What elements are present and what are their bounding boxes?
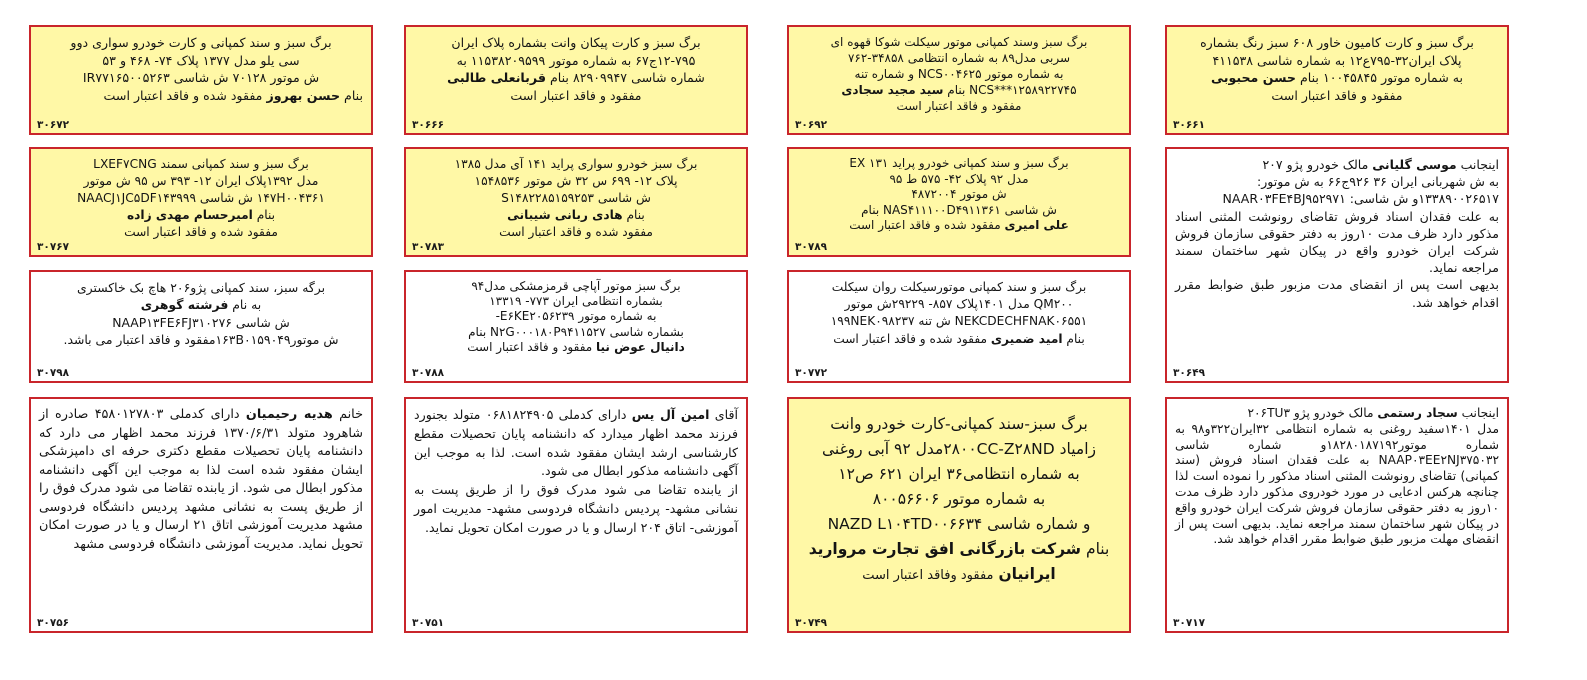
ad-card-pride-hadi-rabbani [404, 147, 748, 257]
ad-text: بنام [626, 208, 645, 222]
ad-line: سی یلو مدل ۱۳۷۷ پلاک ۷۴- ۴۶۸ و ۵۳ [102, 52, 300, 68]
ad-line: برگ سبز و سند کمپانی سمند LXEF۷CNG [93, 157, 309, 171]
ad-line: به شماره انتظامی۳۶ ایران ۶۲۱ ص۱۲ [838, 465, 1080, 483]
ad-status: مفقود و فاقد اعتبار است [1271, 87, 1403, 103]
ad-line: ش موتور۱۶۳B۰۱۵۹۰۴۹مفقود و فاقد اعتبار می باشد. [63, 332, 339, 348]
owner-name: شرکت بازرگانی افق تجارت مروارید [808, 540, 1082, 558]
ad-text: خانم [339, 407, 363, 422]
ad-code: ۳۰۶۴۹ [1173, 367, 1206, 379]
ad-card-diploma-hedieh-rahimian [29, 397, 373, 633]
ad-code: ۳۰۷۱۷ [1173, 617, 1206, 629]
owner-name: دانیال عوض نیا [596, 339, 685, 354]
ad-line: و شماره شاسی NAZD L۱۰۴TD۰۰۶۶۳۴ [827, 515, 1091, 533]
ad-line: پلاک ۱۲- ۶۹۹ س ۳۲ ش موتور ۱۵۴۸۵۳۶ [474, 174, 678, 188]
ad-paragraph: از یابنده تقاضا می شود مدرک فوق را از طریق پست به نشانی مشهد- پردیس دانشگاه فردوسی مشهد- مدیریت امور آموزشی- اتاق ۲۰۴ ارسال و یا در صورت امکان تحویل نماید. [414, 482, 738, 535]
ad-code: ۳۰۷۸۳ [412, 241, 445, 253]
ad-line: برگ سبز-سند کمپانی-کارت خودرو وانت [830, 415, 1088, 433]
ad-line: سربی مدل۸۹ به شماره انتظامی ۳۴۸۵۸-۷۶۲ [847, 51, 1071, 65]
ad-line: ش موتور ۴۸۷۲۰۰۴ [911, 187, 1007, 202]
ad-card-truck-hasan-mahboobi [1165, 25, 1509, 135]
ad-line: مدل ۹۲ پلاک ۴۲- ۵۷۵ ط ۹۵ [889, 171, 1029, 186]
ad-line: برگ سبز و کارت پیکان وانت بشماره پلاک ایران [451, 35, 701, 50]
owner-name: هادی ربانی شیبانی [507, 208, 623, 222]
ad-text: بنام [1085, 540, 1110, 558]
ad-line: برگ سبز خودرو سواری پراید ۱۴۱ آی مدل ۱۳۸۵ [454, 157, 698, 171]
ad-code: ۳۰۷۷۲ [795, 367, 828, 379]
ad-text: بنام [256, 208, 276, 222]
owner-name: امین آل یس [631, 407, 710, 422]
ad-code: ۳۰۶۶۶ [412, 119, 445, 131]
ad-paragraph: دارای کدملی ۴۵۸۰۱۲۷۸۰۳ صادره از شاهرود متولد ۱۳۷۰/۶/۳۱ فرزند محمد اظهار می دارد که دانشنامه پایان تحصیلات مقطع دکتری حرفه ای دامپزشکی ایشان مفقود شده است لذا به موجب این آگهی دانشنامه مذکور ابطال می شود. از یابنده تقاضا می شود مدرک فوق را از طریق پست به نشانی مشهد پردیس دانشگاه فردوسی مشهد مدیریت آموزشی اتاق ۲۱ ارسال و یا در صورت امکان تحویل نماید. مدیریت آموزشی دانشگاه فردوسی مشهد [39, 407, 364, 552]
owner-name: موسی گلیانی [1372, 157, 1457, 172]
owner-name: قربانعلی طالبی [447, 70, 546, 86]
ad-paragraph: دارای کدملی ۰۶۸۱۸۲۴۹۰۵ متولد بجنورد فرزند محمد اظهار میدارد که دانشنامه پایان تحصیلات مقطع کارشناسی ارشد ایشان مفقود شده است. لذا به موجب این آگهی دانشنامه مذکور ابطال می شود. [414, 407, 738, 479]
ad-card-peykan-ghorbanali-talebi [404, 25, 748, 135]
ad-text: اینجانب [1460, 157, 1499, 172]
ad-line: ۱۴۷H۰۰۴۳۶۱ ش شاسی NAACJ۱JC۵DF۱۴۳۹۹۹ [77, 191, 325, 205]
ad-line: بشماره انتظامی ایران ۷۷۳- ۱۳۳۱۹ [489, 294, 663, 309]
ad-text: به نام [232, 297, 262, 313]
ad-line: به شماره موتور ۸۰۰۵۶۶۰۶ [872, 490, 1046, 508]
ad-line: ۱۲-۷۹۵ج۶۷ به شماره موتور ۱۱۵۳۸۲۰۹۵۹۹ به [456, 52, 696, 68]
owner-name: سید مجید سجادی [841, 83, 944, 97]
ad-card-peugeot206-fereshteh-gohari [29, 270, 373, 383]
ad-line: ش شاسی S۱۴۸۲۲۸۵۱۵۹۲۵۳ [501, 191, 651, 205]
ad-status: مفقود و فاقد اعتبار است [896, 99, 1022, 113]
ad-status: مفقود و فاقد اعتبار است [510, 87, 642, 103]
ad-line: ش شاسی NAS۴۱۱۱۰۰D۴۹۱۱۳۶۱ بنام [861, 202, 1057, 217]
owner-name: هدیه رحیمیان [245, 407, 333, 422]
ad-code: ۳۰۶۷۲ [37, 119, 70, 131]
ad-text: اینجانب [1461, 406, 1499, 420]
ad-code: ۳۰۶۶۱ [1173, 119, 1206, 131]
ad-card-motorcycle-majid-sajadi [787, 25, 1131, 135]
owner-name: حسن محبوبی [1210, 70, 1296, 86]
ad-line: NEKCDECHFNAK۰۶۵۵۱ ش تنه ۱۹۹NEK۰۹۸۲۳۷ [830, 314, 1088, 329]
ad-line: برگ سبز و سند کمپانی خودرو پراید EX ۱۳۱ [849, 156, 1069, 170]
ad-card-peugeot206-sajad-rostami [1165, 397, 1509, 633]
ad-status: مفقود شده و فاقد اعتبار است [499, 225, 653, 239]
ad-code: ۳۰۷۵۶ [37, 617, 70, 629]
ad-line: به شماره موتور NCS۰۰۴۶۲۵ و شماره تنه [854, 67, 1064, 81]
ad-code: ۳۰۷۴۹ [795, 617, 828, 629]
ad-line: بشماره شاسی N۲G۰۰۰۱۸۰P۹۴۱۱۵۲۷ بنام [468, 324, 684, 339]
ad-code: ۳۰۷۸۹ [795, 241, 828, 253]
owner-name: سجاد رستمی [1377, 406, 1458, 420]
ad-line: مدل ۱۳۹۲پلاک ایران ۱۲- ۳۹۳ س ۹۵ ش موتور [83, 174, 319, 188]
ad-card-apache-danial-avaznia [404, 270, 748, 383]
ad-text: بنام [344, 87, 363, 103]
owner-name: امید ضمیری [990, 331, 1063, 346]
owner-name: امیرحسام مهدی زاده [126, 208, 253, 222]
ad-code: ۳۰۷۹۸ [37, 367, 70, 379]
ad-status: مفقود شده و فاقد اعتبار است [833, 331, 988, 346]
owner-name: حسن بهروز [266, 87, 341, 103]
ad-line: مالک خودرو پژو ۲۰۶TU۳ [1247, 406, 1374, 420]
ad-status: مفقود شده و فاقد اعتبار است [103, 87, 263, 103]
owner-name-cont: ایرانیان [998, 565, 1056, 583]
ad-paragraph: بدیهی است پس از انقضای مدت مزبور طبق ضوابط مقرر اقدام خواهد شد. [1175, 277, 1499, 310]
ad-text: آقای [714, 407, 739, 422]
ad-line: ۱۳۳۸۹۰۰۲۶۵۱۷و ش شاسی: NAAR۰۳FE۴BJ۹۵۲۹۷۱ [1222, 191, 1499, 207]
ad-text: بنام [1066, 331, 1085, 346]
ad-card-car-docs-hasan-behrooz [29, 25, 373, 135]
ad-status: مفقود و فاقد اعتبار است [467, 339, 593, 354]
ad-line: زامیاد ۲۸۰۰CC-Z۲۸NDمدل ۹۲ آبی روغنی [821, 440, 1097, 458]
ad-card-diploma-amin-alyas [404, 397, 748, 633]
ad-line: برگ سبز وسند کمپانی موتور سیکلت شوکا قهوه ای [830, 35, 1088, 49]
ad-card-motorcycle-omid-zamiri [787, 270, 1131, 383]
ad-code: ۳۰۷۵۱ [412, 617, 445, 629]
owner-name: علی امیری [1004, 218, 1069, 233]
ad-line: شماره شاسی ۸۲۹۰۹۹۴۷ بنام [549, 70, 705, 86]
ad-paragraph: مدل ۱۴۰۱سفید روغنی به شماره انتظامی ۳۲ایران۳۲۲و۹۸ به شماره موتور۱۸۲۸۰۱۸۷۱۹۲و شماره شاسی NAAP۰۳EE۲NJ۳۷۵۰۳۲ به علت فقدان اسناد فروش (سند کمپانی) تقاضای رونوشت المثنی اسناد مذکور را نموده است لذا چنانچه هرکس ادعایی در مورد خودروی مذکور دارد ظرف مدت ۱۰روز به دفتر حقوقی سازمان فروش شرکت ایران خودرو واقع در پیکان شهر ساختمان سمند مراجعه نماید. بدیهی است پس از انقضای مهلت مزبور طبق ضوابط مقرر اقدام خواهد شد. [1175, 421, 1500, 547]
ad-card-zamyad-company [787, 397, 1131, 633]
ad-line: مالک خودرو پژو ۲۰۷ [1262, 157, 1369, 172]
ad-line: QM۲۰۰ مدل ۱۴۰۱پلاک ۸۵۷- ۲۹۲۲۹ش موتور [844, 297, 1074, 312]
ad-code: ۳۰۷۸۸ [412, 367, 445, 379]
ad-code: ۳۰۶۹۲ [795, 119, 828, 131]
ad-card-samand-amirhesam-mahdizadeh [29, 147, 373, 257]
ad-line: به ش شهربانی ایران ۳۶ ۹۲۶ج۶۶ به ش موتور: [1257, 174, 1499, 190]
ad-line: برگ سبز و سند کمپانی و کارت خودرو سواری دوو [70, 35, 332, 50]
ad-status: مفقود شده و فاقد اعتبار است [849, 218, 1001, 233]
ad-card-pride-ali-amiri [787, 147, 1131, 257]
owner-name: فرشته گوهری [140, 297, 229, 313]
ad-line: برگ سبز و سند کمپانی موتورسیکلت روان سیکلت [831, 280, 1087, 294]
ad-code: ۳۰۷۶۷ [37, 241, 70, 253]
ad-line: به شماره موتور ۱۰۰۴۵۸۴۵ بنام [1299, 70, 1464, 86]
ad-paragraph: به علت فقدان اسناد فروش تقاضای رونوشت المثنی اسناد مذکور دارد ظرف مدت ۱۰روز به دفتر حقوقی سازمان فروش شرکت ایران خودرو واقع در پیکان شهر ساختمان سمند مراجعه نماید. [1175, 208, 1499, 276]
ad-status: مفقود شده و فاقد اعتبار است [124, 225, 278, 239]
ad-line: برگ سبز موتور آپاچی قرمزمشکی مدل۹۴ [471, 279, 681, 293]
ad-line: پلاک ایران۳۲-۷۹۵ع۱۲ به شماره شاسی ۴۱۱۵۳۸ [1212, 52, 1462, 68]
ad-line: ش شاسی NAAP۱۳FE۶FJ۳۱۰۲۷۶ [112, 314, 290, 330]
ad-line: NCS***۱۲۵۸۹۲۲۷۴۵ بنام [947, 83, 1077, 97]
ad-card-peugeot207-mousa-gilani [1165, 147, 1509, 383]
ad-line: به شماره موتور E۶KE۲۰۵۶۲۳۹- [495, 309, 657, 324]
ad-line: برگ سبز و کارت کامیون خاور ۶۰۸ سبز رنگ بشماره [1200, 35, 1474, 50]
ad-status: مفقود وفاقد اعتبار است [862, 568, 994, 583]
ad-line: ش موتور ۷۰۱۲۸ ش شاسی IR۷۷۱۶۵۰۰۵۲۶۳ [82, 70, 320, 86]
ad-line: برگه سبز، سند کمپانی پژو۲۰۶ هاچ بک خاکستری [76, 280, 326, 295]
